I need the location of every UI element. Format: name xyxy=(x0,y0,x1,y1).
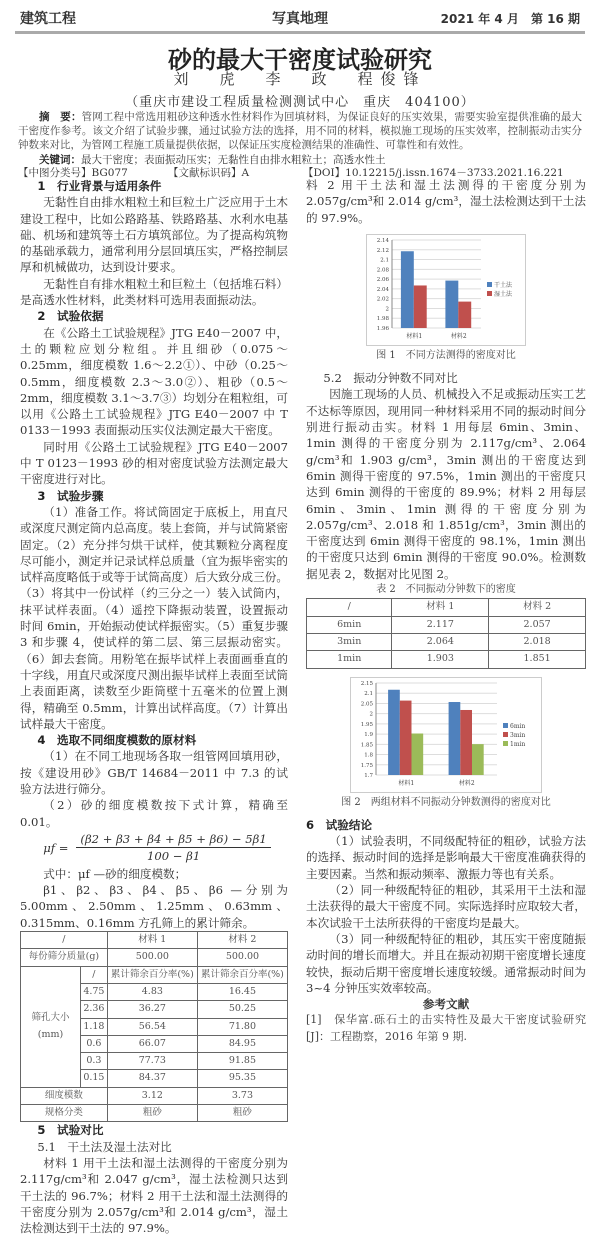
figure-2-chart xyxy=(350,677,542,793)
section-5-2-heading: 5.2 振动分钟数不同对比 xyxy=(323,371,458,386)
section-2-heading: 2 试验依据 xyxy=(37,309,104,324)
legend-swatch xyxy=(487,291,492,296)
cell: / xyxy=(81,966,108,983)
cell: 2.36 xyxy=(81,1001,108,1018)
paragraph: （1）准备工作。将试筒固定于底板上，用直尺或深度尺测定筒内总高度。装上套筒，并与试筒紧密固定。（2）充分拌匀烘干试样，使其颗粒分离程度尽可能小，测定并记录试样总质量（宜为振毕密实的试样高度略低于或等于试筒高度）后大致分成三份。（3）将其中一份试样（约三分之一）装入试筒内，抹平试样表面。（4）遥控下降振动装置，设置振动时间 6min，开始振动使试样振密实。（5）重复步骤 3 和步骤 4，使试样的第二层、第三层振动密实。（6）卸去套筒。用粉笔在振毕试样上表面画垂直的十字线，用直尺或深度尺测出振毕试样上表面至试筒上表面距离，读数至少距筒壁十五毫米的位置上测得，精确至 0.5mm，计算出试样高度。（7）计算出试样最大干密度。 xyxy=(20,504,288,731)
bar-6min-材料2 xyxy=(449,702,461,775)
paragraph: （2）砂的细度模数按下式计算，精确至 0.01。 xyxy=(20,798,288,829)
cell: 6min xyxy=(307,616,392,633)
bar-湿土法-材料1 xyxy=(414,285,427,328)
cell: 56.54 xyxy=(107,1018,197,1035)
y-tick-label: 2.05 xyxy=(360,700,373,707)
paragraph-continued xyxy=(306,177,586,226)
table-row xyxy=(21,949,288,966)
formula-denominator: 100 − β1 xyxy=(146,849,201,864)
keywords-label: 关键词： xyxy=(39,154,81,166)
keywords-text: 最大干密度；表面振动压实；无黏性自由排水粗粒土；高透水性土 xyxy=(81,154,386,166)
right-column xyxy=(306,177,586,1045)
table-row xyxy=(307,599,586,616)
legend-swatch xyxy=(503,741,508,746)
x-tick-label: 材料1 xyxy=(398,779,415,787)
cell: 77.73 xyxy=(107,1053,197,1070)
left-column xyxy=(20,178,288,1236)
section-5-1-heading: 5.1 干土法及湿土法对比 xyxy=(37,1139,172,1154)
sieve-table xyxy=(20,931,288,1122)
x-tick-label: 材料2 xyxy=(458,779,475,787)
table-2-caption: 表 2 不同振动分钟数下的密度 xyxy=(376,584,516,596)
table-row xyxy=(307,633,586,650)
section-6-heading: 6 试验结论 xyxy=(306,817,373,832)
vibration-table xyxy=(306,598,586,668)
header-cell: 材料 1 xyxy=(392,599,489,616)
cell: 0.15 xyxy=(81,1070,108,1087)
cell: 2.057 xyxy=(489,616,586,633)
table-row xyxy=(307,616,586,633)
cell: 16.45 xyxy=(197,983,287,1000)
row-label: 每份筛分质量(g) xyxy=(21,949,108,966)
journal-name: 写真地理 xyxy=(272,11,328,27)
formula-numerator: (β2 + β3 + β4 + β5 + β6) − 5β1 xyxy=(76,831,270,848)
bar-3min-材料2 xyxy=(460,710,472,775)
legend-swatch xyxy=(503,723,508,728)
paragraph: （2）同一种级配特征的粗砂，其采用干土法和湿土法获得的最大干密度不同。实际选择时应取较大者，本次试验干土法所获得的干密度均是最大。 xyxy=(306,883,586,930)
paragraph: 在《公路土工试验规程》JTG E40－2007 中，土的颗粒应划分粒组。并且细砂（0.075～0.25mm，细度模数 1.6～2.2①）、中砂（0.25～0.5mm，细度模数 2.3～3.0②）、粗砂（0.5～2mm，细度模数 3.1～3.7③）均划分在粗粒组，可以用《公路土工试验规程》JTG E40－2007 中 T 0133－1993 表面振动压实仪法测定最大干密度。 xyxy=(20,325,288,438)
fineness-formula xyxy=(20,830,288,866)
header-cell: 材料 2 xyxy=(197,932,287,949)
cell: 50.25 xyxy=(197,1001,287,1018)
cell: 500.00 xyxy=(197,949,287,966)
table-row xyxy=(21,1087,288,1104)
cell: 95.35 xyxy=(197,1070,287,1087)
cell: 84.95 xyxy=(197,1035,287,1052)
header-cell: 材料 1 xyxy=(107,932,197,949)
header-rule xyxy=(15,31,585,34)
y-tick-label: 1.96 xyxy=(376,325,389,332)
paragraph: 材料 1 用干土法和湿土法测得的干密度分别为 2.117g/cm³和 2.047 g/cm³，湿土法检测只达到干土法的 96.7%；材料 2 用干土法和湿土法测得的干密度分别为 2.057g/cm³和 2.014 g/cm³，湿土法检测达到干土法的 97.9%。 xyxy=(20,1155,288,1236)
cell: 2.064 xyxy=(392,633,489,650)
figure-1-caption: 图 1 不同方法测得的密度对比 xyxy=(376,349,516,361)
y-tick-label: 2.08 xyxy=(376,267,389,274)
paragraph: 因施工现场的人员、机械投入不足或振动压实工艺不达标等原因，现用同一种材料采用不同的振动时间分别进行振动击实。材料 1 用每层 6min、3min、1min 测得的干密度分别为 2.117g/cm³、2.064 g/cm³和 1.903 g/cm³，3min 测出的干密度达到 6min 测得干密度的 97.5%，1min 测出的干密度只达到 6min 测得的干密度的 89.9%；材料 2 用每层 6min、3min、1min 测得的干密度分别为 2.057g/cm³、2.018 和 1.851g/cm³，3min 测出的干密度达到 6min 测得干密度的 98.1%，1min 测出的干密度只达到 6min 测得的干密度 90.0%。检测数据见表 2，数据对比见图 2。 xyxy=(306,387,586,581)
y-tick-label: 1.8 xyxy=(364,752,373,759)
cell: 0.6 xyxy=(81,1035,108,1052)
x-tick-label: 材料2 xyxy=(450,332,467,340)
cell: 粗砂 xyxy=(107,1105,197,1122)
formula-lhs: μf = xyxy=(43,840,69,855)
header-cell: 材料 2 xyxy=(489,599,586,616)
cell: 1.851 xyxy=(489,651,586,668)
cell: 66.07 xyxy=(107,1035,197,1052)
header-cell: / xyxy=(307,599,392,616)
cell: 84.37 xyxy=(107,1070,197,1087)
cell: 累计筛余百分率(%) xyxy=(107,966,197,983)
table-row xyxy=(21,932,288,949)
cell: 1min xyxy=(307,651,392,668)
section-4-heading: 4 选取不同细度模数的原材料 xyxy=(37,733,197,748)
paragraph: （1）在不同工地现场各取一组管网回填用砂，按《建设用砂》GB/T 14684－2011 中 7.3 的试验方法进行筛分。 xyxy=(20,749,288,796)
figure-2-caption: 图 2 两组材料不同振动分钟数测得的密度对比 xyxy=(341,796,551,808)
paragraph: 无黏性自由排水粗粒土和巨粒土广泛应用于土木建设工程中，比如公路路基、铁路路基、水利水电基础、机场和建筑等土石方填筑部位。为了提高构筑物的基础承载力，通常利用分层回填压实，严格控制层厚和机械做功，达到设计要求。 xyxy=(20,195,288,275)
bar-3min-材料1 xyxy=(400,700,412,774)
y-tick-label: 2.04 xyxy=(376,286,389,293)
y-tick-label: 1.85 xyxy=(360,741,373,748)
legend-swatch xyxy=(487,282,492,287)
cell: 4.83 xyxy=(107,983,197,1000)
doc-code: 【文献标识码】A xyxy=(168,167,250,179)
y-tick-label: 2.12 xyxy=(376,247,389,254)
cell: 2.117 xyxy=(392,616,489,633)
paragraph: β1、β2、β3、β4、β5、β6 —分别为 5.00mm、2.50mm、1.25mm、0.63mm、0.315mm、0.16mm 方孔筛上的累计筛余。 xyxy=(20,883,288,930)
abstract-text: 管网工程中常选用粗砂这种透水性材料作为回填材料，为保证良好的压实效果，需要实验室提供准确的最大干密度作参考。该文介绍了试验步骤，通过试验方法的选择，用不同的材料，模拟施工现场的压实效率，控制振动击实分钟数来对比，为管网工程施工质量提供依据，以保证压实度检测结果的准确性、可靠性和有效性。 xyxy=(18,111,583,151)
legend-label: 1min xyxy=(510,740,526,748)
section-5-heading: 5 试验对比 xyxy=(37,1123,104,1138)
legend-label: 干土法 xyxy=(494,281,513,289)
table-row xyxy=(21,966,288,983)
reference-item: [1] 保华富.砾石土的击实特性及最大干密度试验研究[J]：工程勘察，2016 年第 9 期. xyxy=(306,1013,586,1043)
abstract-label: 摘 要： xyxy=(39,111,82,123)
y-tick-label: 1.98 xyxy=(376,316,389,323)
y-tick-label: 2.02 xyxy=(376,296,389,303)
cell: 累计筛余百分率(%) xyxy=(197,966,287,983)
section-3-heading: 3 试验步骤 xyxy=(37,488,104,503)
cell: 91.85 xyxy=(197,1053,287,1070)
y-tick-label: 2.06 xyxy=(376,277,389,284)
bar-6min-材料1 xyxy=(388,689,400,774)
y-tick-label: 2.14 xyxy=(376,237,389,244)
bar-1min-材料1 xyxy=(411,733,423,775)
references-heading: 参考文献 xyxy=(422,997,470,1012)
y-tick-label: 1.7 xyxy=(364,772,373,779)
legend-swatch xyxy=(503,732,508,737)
y-tick-label: 2 xyxy=(369,711,373,718)
paragraph: （3）同一种级配特征的粗砂，其压实干密度随振动时间的增长而增大。并且在振动初期干密度增长速度较快，振动后期干密度增长速度较缓。通常振动时间为 3~4 分钟压实效率较高。 xyxy=(306,931,586,995)
paragraph: 无黏性自有排水粗粒土和巨粒土（包括堆石料）是高透水性材料，此类材料可选用表面振动法。 xyxy=(20,276,288,308)
figure-1-chart xyxy=(366,234,526,346)
affiliation: （重庆市建设工程质量检测测试中心 重庆 404100） xyxy=(125,95,475,110)
cell: 71.80 xyxy=(197,1018,287,1035)
y-tick-label: 2.1 xyxy=(380,257,389,264)
cell: 500.00 xyxy=(107,949,197,966)
row-group-label: 筛孔大小(mm) xyxy=(21,966,81,1087)
paragraph: 同时用《公路土工试验规程》JTG E40－2007 中 T 0123－1993 砂的相对密度试验方法测定最大干密度进行对比。 xyxy=(20,439,288,487)
doi: 【DOI】10.12215/j.issn.1674－3733.2021.16.221 xyxy=(303,167,564,179)
row-label: 规格分类 xyxy=(21,1105,108,1122)
legend-label: 3min xyxy=(510,731,526,739)
y-tick-label: 2 xyxy=(385,306,389,313)
running-header xyxy=(20,8,580,30)
table-row xyxy=(21,1105,288,1122)
section-1-heading: 1 行业背景与适用条件 xyxy=(37,179,162,193)
bar-湿土法-材料2 xyxy=(458,301,471,327)
abstract xyxy=(18,110,582,152)
cell: 4.75 xyxy=(81,983,108,1000)
y-tick-label: 1.75 xyxy=(360,762,373,769)
legend-label: 湿土法 xyxy=(494,290,513,298)
cell: 粗砂 xyxy=(197,1105,287,1122)
bar-干土法-材料2 xyxy=(445,280,458,327)
authors: 刘 虎 李 政 程俊锋 xyxy=(173,70,427,88)
y-tick-label: 2.1 xyxy=(364,690,373,697)
y-tick-label: 2.15 xyxy=(360,680,373,687)
bar-1min-材料2 xyxy=(472,744,484,775)
cell: 3.12 xyxy=(107,1087,197,1104)
paper-title: 砂的最大干密度试验研究 xyxy=(168,45,432,74)
cell: 3.73 xyxy=(197,1087,287,1104)
row-label: 细度模数 xyxy=(21,1087,108,1104)
paragraph: 式中：μf —砂的细度模数； xyxy=(43,866,187,881)
y-tick-label: 1.9 xyxy=(364,731,373,738)
cell: 0.3 xyxy=(81,1053,108,1070)
cell: 2.018 xyxy=(489,633,586,650)
cell: 3min xyxy=(307,633,392,650)
paragraph: （1）试验表明，不同级配特征的粗砂，试验方法的选择、振动时间的选择是影响最大干密度准确获得的主要因素。当然和振动频率、激振力等也有关系。 xyxy=(306,834,586,881)
table-row xyxy=(307,651,586,668)
section-name: 建筑工程 xyxy=(20,11,76,27)
issue-info: 2021 年 4 月 第 16 期 xyxy=(440,12,580,26)
x-tick-label: 材料1 xyxy=(406,332,423,340)
bar-干土法-材料1 xyxy=(401,251,414,328)
header-cell: / xyxy=(21,932,108,949)
legend-label: 6min xyxy=(510,722,526,730)
cell: 1.18 xyxy=(81,1018,108,1035)
clc-code: 【中图分类号】BG077 xyxy=(18,167,128,179)
cell: 36.27 xyxy=(107,1001,197,1018)
y-tick-label: 1.95 xyxy=(360,721,373,728)
cell: 1.903 xyxy=(392,651,489,668)
continued-text: 料 2 用干土法和湿土法测得的干密度分别为 2.057g/cm³和 2.014 g/cm³，湿土法检测达到干土法的 97.9%。 xyxy=(306,178,586,225)
